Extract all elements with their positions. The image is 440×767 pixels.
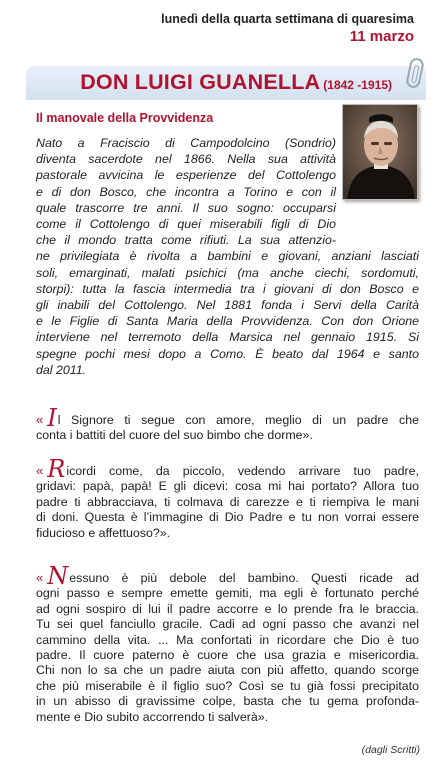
quote-line: mente e Dio subito accorrendo ti salverà». bbox=[36, 709, 269, 724]
bio-line: come il Cottolengo di quei miserabili figli di Dio bbox=[36, 217, 336, 232]
saint-years: (1842 -1915) bbox=[323, 78, 392, 92]
bio-line: storpi): tutta la fascia intermedia tra i giovani di don Bosco e bbox=[36, 281, 419, 296]
bio-line: diventa sacerdote nel 1866. Nella sua attività bbox=[36, 152, 336, 167]
quote-text: icordi come, da piccolo, vedendo arrivare tuo padre, bbox=[66, 464, 419, 478]
bio-line: ne privilegiata è rivolta a bambini e giovani, anziani lasciati bbox=[36, 249, 419, 264]
bio-line: gli inabili del Cottolengo. Nel 1881 fonda i Servi della Carità bbox=[36, 298, 419, 313]
quote-line bbox=[36, 404, 419, 432]
quote-initial: I bbox=[47, 404, 57, 432]
quote-line: gridavi: papà, papà! E gli dicevi: cosa mi hai portato? Allora tuo bbox=[36, 479, 419, 494]
quote-line: ogni passo e sempre emette gemiti, ma egli è fortunato perché bbox=[36, 586, 419, 601]
quote-text: essuno è più debole del bambino. Questi ricade ad bbox=[69, 571, 419, 585]
quote-line: fiducioso e affettuoso?». bbox=[36, 525, 171, 540]
quote-3 bbox=[36, 562, 419, 725]
open-quote-mark: « bbox=[36, 463, 44, 478]
bio-line: interviene nel terremoto della Marsica nel gennaio 1915. Si bbox=[36, 330, 419, 345]
saint-name: DON LUIGI GUANELLA bbox=[80, 70, 321, 94]
bio-subtitle: Il manovale della Provvidenza bbox=[36, 111, 214, 125]
open-quote-mark: « bbox=[36, 412, 44, 427]
bio-line: che il mondo tratta come rifiuti. La sua attenzio- bbox=[36, 233, 336, 248]
liturgical-day: lunedì della quarta settimana di quaresima bbox=[161, 12, 414, 26]
saint-title bbox=[80, 70, 392, 95]
quote-line bbox=[36, 455, 419, 483]
bio-line: pastorale avvicina le esperienze del Cottolengo bbox=[36, 168, 336, 183]
quote-line: Tu sei quel fanciullo gracile. Cadi ad ogni passo che avanzi nel bbox=[36, 617, 419, 632]
quote-line: in un abisso di gravissime colpe, basta che tu gema profonda- bbox=[36, 694, 419, 709]
paperclip-icon bbox=[405, 57, 425, 89]
bio-line: soli, emarginati, malati psichici (ma anche ciechi, sordomuti, bbox=[36, 265, 419, 280]
quote-line: padre ti abbracciava, ti colmava di carezze e ti riempiva le mani bbox=[36, 494, 419, 509]
date-header bbox=[161, 12, 414, 45]
quote-line: Chi non lo sa che un padre aiuta con più affetto, quando scorge bbox=[36, 663, 419, 678]
source-citation: (dagli Scritti) bbox=[361, 744, 420, 756]
quote-2 bbox=[36, 455, 419, 541]
bio-line: e le Figlie di Santa Maria della Provvidenza. Con don Orione bbox=[36, 314, 419, 329]
quote-1 bbox=[36, 404, 419, 444]
calendar-date: 11 marzo bbox=[349, 28, 414, 45]
bio-line: dal 2011. bbox=[36, 362, 87, 377]
bio-line: spegne pochi mesi dopo a Como. È beato dal 1964 e santo bbox=[36, 346, 419, 361]
quote-line bbox=[36, 562, 419, 590]
quote-line: di doni. Questa è l’immagine di Dio Padre e tu non vorrai essere bbox=[36, 510, 419, 525]
bio-line: Nato a Fraciscio di Campodolcino (Sondrio) bbox=[36, 136, 336, 150]
quote-initial: N bbox=[47, 562, 69, 590]
quote-line: conta i battiti del cuore del suo bimbo che dorme». bbox=[36, 428, 313, 443]
quote-line: cammino della vita. ... Ma confortati in ricordare che Dio è tuo bbox=[36, 632, 419, 647]
bio-line: quale trascorre tre anni. Il suo sogno: occuparsi bbox=[36, 200, 336, 215]
quote-line: padre. Il cuore paterno è cuore che usa grazia e misericordia. bbox=[36, 648, 419, 663]
quote-line: ad ogni sospiro di lui il padre accorre e lo prende fra le braccia. bbox=[36, 601, 419, 616]
quote-initial: R bbox=[47, 455, 66, 483]
quote-text: l Signore ti segue con amore, meglio di un padre che bbox=[57, 413, 419, 427]
quote-line: che più miserabile è il figlio suo? Così se tu già fossi precipitato bbox=[36, 678, 419, 693]
open-quote-mark: « bbox=[36, 570, 44, 585]
bio-line: e di don Bosco, che incontra a Torino e con il bbox=[36, 184, 336, 199]
title-banner bbox=[26, 66, 426, 100]
biography bbox=[36, 135, 419, 378]
